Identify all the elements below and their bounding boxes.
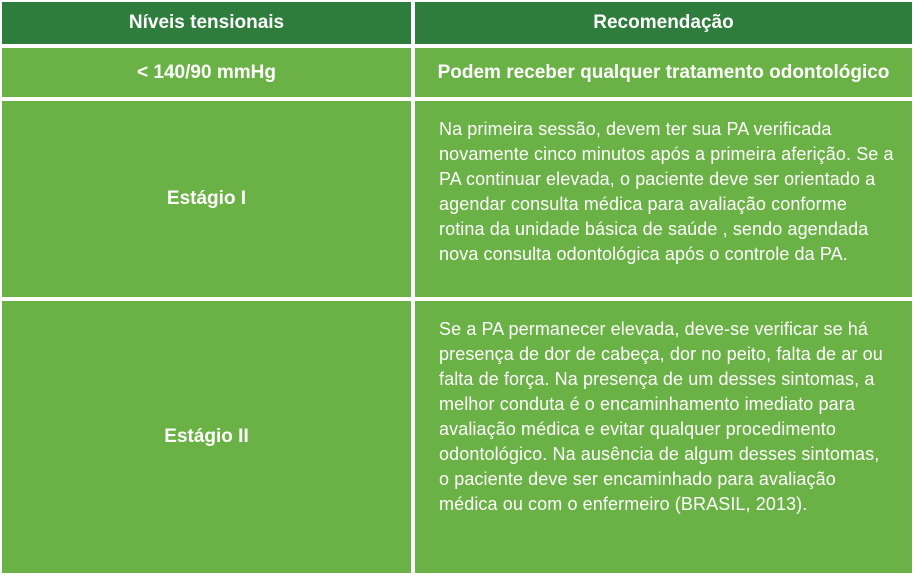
row-3-level: Estágio II <box>2 301 411 573</box>
header-levels: Níveis tensionais <box>2 2 411 44</box>
row-2-recommendation: Na primeira sessão, devem ter sua PA verificada novamente cinco minutos após a primeira aferição. Se a PA continuar elevada, o paciente deve ser orientado a agendar consulta médica para avaliação conforme rotina da unidade básica de saúde , sendo agendada nova consulta odontológica após o controle da PA. <box>415 101 912 297</box>
row-2-level: Estágio I <box>2 101 411 297</box>
row-1-level: < 140/90 mmHg <box>2 48 411 97</box>
row-3-recommendation: Se a PA permanecer elevada, deve-se verificar se há presença de dor de cabeça, dor no peito, falta de ar ou falta de força. Na presença de um desses sintomas, a melhor conduta é o encaminhamento imediato para avaliação médica e evitar qualquer procedimento odontológico. Na ausência de algum desses sintomas, o paciente deve ser encaminhado para avaliação médica ou com o enfermeiro (BRASIL, 2013). <box>415 301 912 573</box>
header-recommendation: Recomendação <box>415 2 912 44</box>
row-1-recommendation: Podem receber qualquer tratamento odontológico <box>415 48 912 97</box>
